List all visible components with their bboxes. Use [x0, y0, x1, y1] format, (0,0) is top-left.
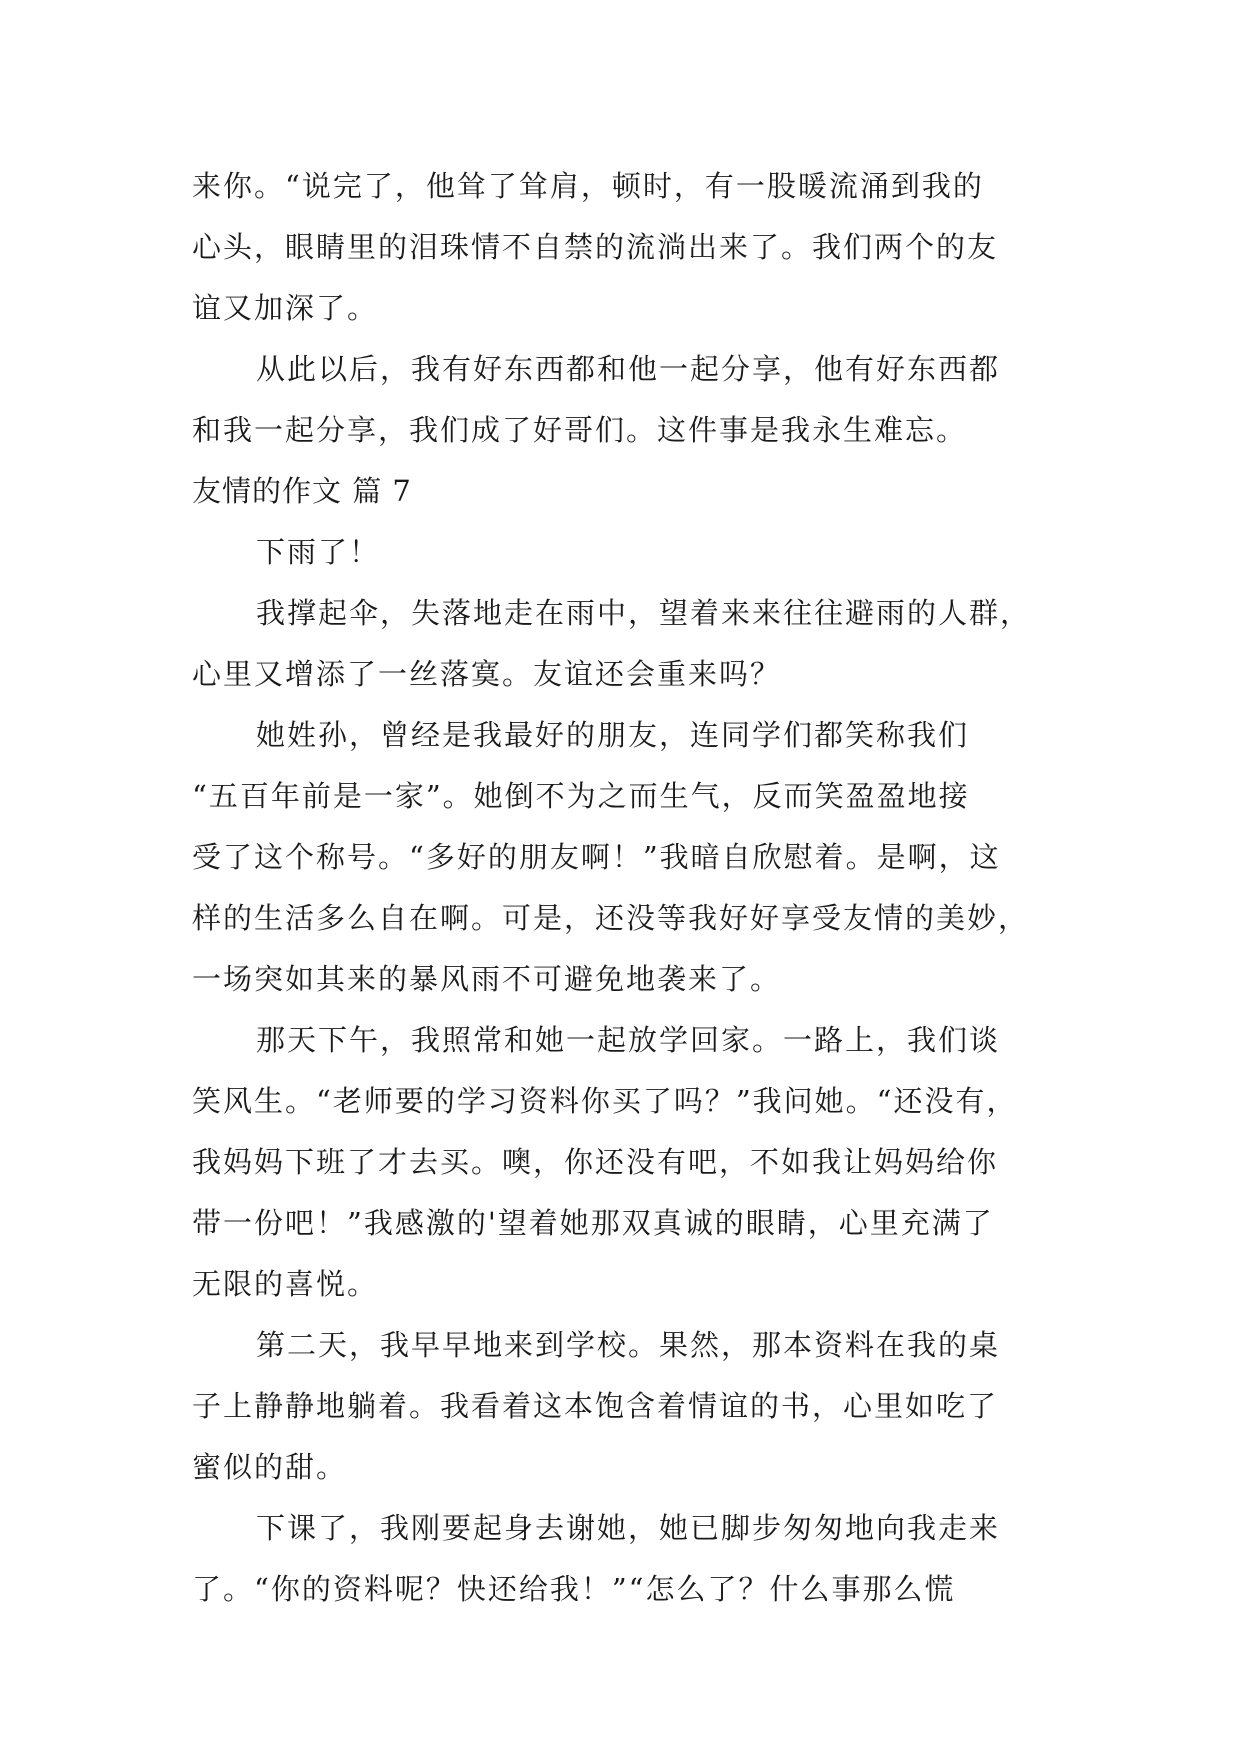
text-line: 一场突如其来的暴风雨不可避免地袭来了。	[192, 962, 782, 996]
paragraph-start-line: 那天下午，我照常和她一起放学回家。一路上，我们谈	[256, 1023, 1001, 1057]
paragraph-start-line: 下雨了！	[256, 535, 381, 569]
text-line: 心头，眼睛里的泪珠情不自禁的流淌出来了。我们两个的友	[192, 230, 999, 264]
text-line: 谊又加深了。	[192, 291, 379, 325]
text-line: 了。“你的资料呢？快还给我！”“怎么了？什么事那么慌	[192, 1572, 956, 1606]
text-line: 带一份吧！”我感激的'望着她那双真诚的眼睛，心里充满了	[192, 1206, 994, 1240]
text-line: 子上静静地躺着。我看着这本饱含着情谊的书，心里如吃了	[192, 1389, 999, 1423]
text-line: 笑风生。“老师要的学习资料你买了吗？”我问她。“还没有，	[192, 1084, 1018, 1118]
text-line: 受了这个称号。“多好的朋友啊！”我暗自欣慰着。是啊，这	[192, 840, 1001, 874]
section-heading: 友情的作文 篇 7	[192, 474, 412, 508]
text-line: 和我一起分享，我们成了好哥们。这件事是我永生难忘。	[192, 413, 968, 447]
text-line: 心里又增添了一丝落寞。友谊还会重来吗？	[192, 657, 782, 691]
paragraph-start-line: 第二天，我早早地来到学校。果然，那本资料在我的桌	[256, 1328, 1001, 1362]
paragraph-start-line: 从此以后，我有好东西都和他一起分享，他有好东西都	[256, 352, 1001, 386]
text-line: 无限的喜悦。	[192, 1267, 379, 1301]
paragraph-start-line: 下课了，我刚要起身去谢她，她已脚步匆匆地向我走来	[256, 1511, 1001, 1545]
text-line: 来你。“说完了，他耸了耸肩，顿时，有一股暖流涌到我的	[192, 169, 984, 203]
text-line: 蜜似的甜。	[192, 1450, 348, 1484]
text-line: “五百年前是一家”。她倒不为之而生气，反而笑盈盈地接	[192, 779, 970, 813]
text-line: 我妈妈下班了才去买。噢，你还没有吧，不如我让妈妈给你	[192, 1145, 999, 1179]
text-line: 样的生活多么自在啊。可是，还没等我好好享受友情的美妙，	[192, 901, 1030, 935]
paragraph-start-line: 我撑起伞，失落地走在雨中，望着来来往往避雨的人群，	[256, 596, 1032, 630]
paragraph-start-line: 她姓孙，曾经是我最好的朋友，连同学们都笑称我们	[256, 718, 970, 752]
document-page	[192, 156, 1062, 1620]
